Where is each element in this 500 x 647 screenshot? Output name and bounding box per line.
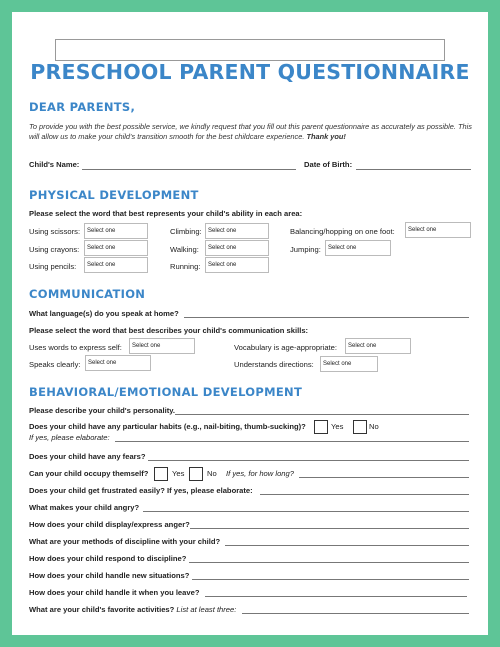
skill-label-walking: Walking: (170, 245, 199, 254)
dob-label: Date of Birth: (304, 160, 353, 169)
answer-activities[interactable] (242, 613, 469, 614)
physical-instruction: Please select the word that best represents your child's ability in each area: (29, 209, 303, 218)
answer-leave[interactable] (205, 596, 467, 597)
intro-text: To provide you with the best possible service, we kindly request that you fill out this parent questionnaire as accurately as possible. This will allow us to make your child's transition smooth for the best childcare experience. (29, 122, 472, 141)
comm-label-vocabulary: Vocabulary is age-appropriate: (234, 343, 338, 352)
physical-heading: PHYSICAL DEVELOPMENT (29, 188, 199, 202)
answer-angry[interactable] (143, 511, 469, 512)
q-discipline-methods: What are your methods of discipline with your child? (29, 537, 221, 546)
child-name-label: Child's Name: (29, 160, 80, 169)
intro-paragraph (29, 122, 474, 141)
occupy-no-checkbox[interactable] (189, 467, 203, 481)
behavioral-heading: BEHAVIORAL/EMOTIONAL DEVELOPMENT (29, 385, 303, 399)
occupy-how-long-label: If yes, for how long? (226, 469, 294, 478)
answer-frustrated[interactable] (260, 494, 469, 495)
answer-personality[interactable] (175, 414, 469, 415)
select-vocabulary[interactable]: Select one (345, 338, 411, 354)
skill-label-jumping: Jumping: (290, 245, 321, 254)
answer-anger[interactable] (190, 528, 469, 529)
skill-label-balancing: Balancing/hopping on one foot: (290, 227, 395, 236)
communication-heading: COMMUNICATION (29, 287, 146, 301)
habits-yes-checkbox[interactable] (314, 420, 328, 434)
habits-yes-label: Yes (331, 422, 344, 431)
answer-occupy[interactable] (299, 477, 469, 478)
q-activities-hint: List at least three: (176, 605, 237, 614)
child-name-field[interactable] (82, 169, 296, 170)
header-input-box[interactable] (55, 39, 445, 61)
skill-label-running: Running: (170, 262, 201, 271)
q-activities (29, 605, 236, 614)
select-crayons[interactable]: Select one (84, 240, 148, 256)
occupy-yes-label: Yes (172, 469, 185, 478)
comm-label-speaks: Speaks clearly: (29, 360, 81, 369)
answer-fears[interactable] (148, 460, 469, 461)
select-speaks[interactable]: Select one (85, 355, 151, 371)
select-express[interactable]: Select one (129, 338, 195, 354)
language-answer-line[interactable] (184, 317, 469, 318)
skill-label-pencils: Using pencils: (29, 262, 77, 271)
habits-elaborate-label: If yes, please elaborate: (29, 433, 110, 442)
dob-field[interactable] (356, 169, 471, 170)
q-occupy: Can your child occupy themself? (29, 469, 149, 478)
select-balancing[interactable]: Select one (405, 222, 471, 238)
q-fears: Does your child have any fears? (29, 452, 146, 461)
q-anger: How does your child display/express anger? (29, 520, 190, 529)
q-habits: Does your child have any particular habits (e.g., nail-biting, thumb-sucking)? (29, 422, 306, 431)
q-leave: How does your child handle it when you leave? (29, 588, 200, 597)
dear-parents-heading: DEAR PARENTS, (29, 100, 136, 114)
answer-habits[interactable] (115, 441, 469, 442)
skill-label-crayons: Using crayons: (29, 245, 80, 254)
select-scissors[interactable]: Select one (84, 223, 148, 239)
q-activities-text: What are your child's favorite activities? (29, 605, 175, 614)
select-jumping[interactable]: Select one (325, 240, 391, 256)
comm-label-directions: Understands directions: (234, 360, 314, 369)
q-new-situations: How does your child handle new situations? (29, 571, 190, 580)
select-climbing[interactable]: Select one (205, 223, 269, 239)
page-title: PRESCHOOL PARENT QUESTIONNAIRE (30, 60, 470, 84)
habits-no-checkbox[interactable] (353, 420, 367, 434)
occupy-yes-checkbox[interactable] (154, 467, 168, 481)
select-directions[interactable]: Select one (320, 356, 378, 372)
communication-instruction: Please select the word that best describes your child's communication skills: (29, 326, 309, 335)
skill-label-scissors: Using scissors: (29, 227, 81, 236)
select-pencils[interactable]: Select one (84, 257, 148, 273)
select-running[interactable]: Select one (205, 257, 269, 273)
language-question: What language(s) do you speak at home? (29, 309, 179, 318)
questionnaire-page (12, 12, 488, 635)
q-frustrated: Does your child get frustrated easily? If yes, please elaborate: (29, 486, 253, 495)
answer-new-situations[interactable] (192, 579, 469, 580)
q-personality: Please describe your child's personality. (29, 406, 176, 415)
q-respond: How does your child respond to discipline? (29, 554, 187, 563)
skill-label-climbing: Climbing: (170, 227, 202, 236)
q-angry: What makes your child angry? (29, 503, 140, 512)
select-walking[interactable]: Select one (205, 240, 269, 256)
occupy-no-label: No (207, 469, 217, 478)
habits-no-label: No (369, 422, 379, 431)
comm-label-express: Uses words to express self: (29, 343, 122, 352)
answer-respond[interactable] (189, 562, 469, 563)
intro-thanks: Thank you! (306, 131, 346, 141)
answer-discipline-methods[interactable] (225, 545, 469, 546)
